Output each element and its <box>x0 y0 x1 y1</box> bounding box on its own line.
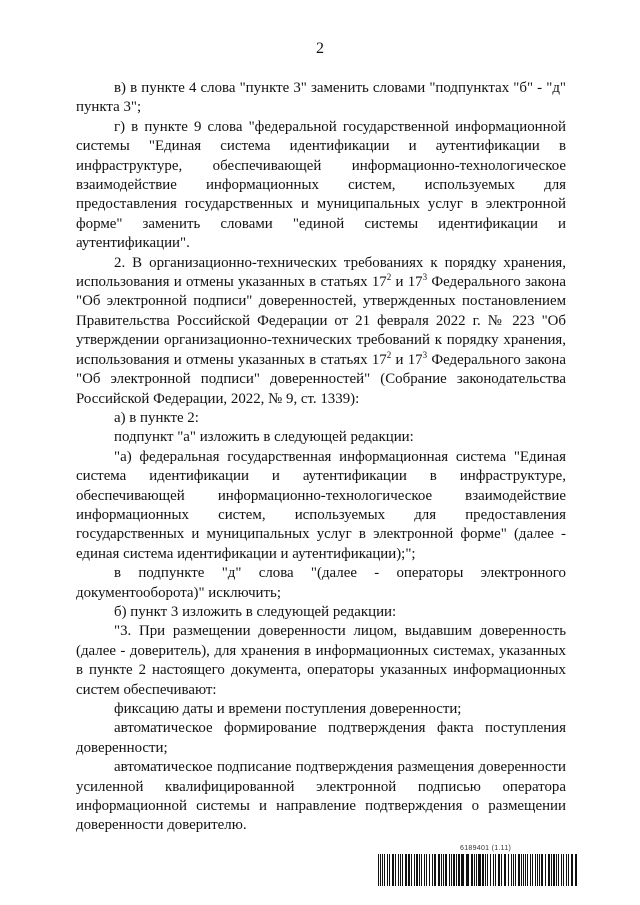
barcode-bar <box>511 854 512 886</box>
paragraph <box>76 448 566 564</box>
page-number: 2 <box>316 40 324 57</box>
barcode-bar <box>382 854 383 886</box>
barcode-bar <box>380 854 381 886</box>
barcode-bar <box>441 854 442 886</box>
barcode-bar <box>530 854 531 886</box>
barcode-bar <box>451 854 452 886</box>
barcode-bar <box>389 854 390 886</box>
document-code: 6189401 (1.11) <box>460 845 512 852</box>
barcode-bar <box>443 854 444 886</box>
paragraph <box>76 719 566 758</box>
barcode-bar <box>553 854 555 886</box>
paragraph-text: и 17 <box>391 351 423 368</box>
barcode-bar <box>493 854 494 886</box>
barcode-bar <box>398 854 399 886</box>
barcode-bar <box>504 854 506 886</box>
barcode-bar <box>421 854 422 886</box>
barcode-bar <box>541 854 543 886</box>
barcode-bar <box>400 854 401 886</box>
barcode-bar <box>466 854 469 886</box>
paragraph-text: г) в пункте 9 слова "федеральной государственной информационной системы "Единая система идентификации и аутентификации в инфраструктуре, обеспечивающей информационно-технологическое взаимодействие информационных систем, используемых для предоставления государственных и муниципальных услуг в электронной форме" заменить словами "единой системы идентификации и аутентификации". <box>76 118 566 252</box>
paragraph-text: "а) федеральная государственная информационная система "Единая система идентификации и аутентификации в инфраструктуре, обеспечивающей информационно-технологическое взаимодействие информационных систем, используемых для предоставления государственных и муниципальных услуг в электронной форме" (далее - единая система идентификации и аутентификации);"; <box>76 448 566 562</box>
superscript: 2 <box>386 272 392 283</box>
barcode-bar <box>474 854 475 886</box>
barcode-bar <box>419 854 420 886</box>
paragraph <box>76 409 566 428</box>
barcode-bar <box>384 854 385 886</box>
barcode-bar <box>445 854 447 886</box>
barcode-bar <box>561 854 562 886</box>
paragraph-text: Федерального закона "Об электронной подписи" доверенностей, утвержденных постановлением Правительства Российской Федерации от 21 февраля 2022 г. № 223 "Об утверждении организационно-технических требований к порядку хранения, использования и отмены указанных в статьях 17 <box>76 274 566 368</box>
paragraph <box>76 79 566 118</box>
barcode-bar <box>515 854 516 886</box>
superscript: 2 <box>386 349 392 360</box>
barcode-image <box>378 854 578 886</box>
paragraph-text: в подпункте "д" слова "(далее - операторы электронного документооборота)" исключить; <box>76 565 566 601</box>
document-body <box>76 79 566 836</box>
barcode-bar <box>453 854 455 886</box>
barcode-bar <box>392 854 394 886</box>
barcode-bar <box>513 854 514 886</box>
barcode-bar <box>482 854 484 886</box>
paragraph <box>76 428 566 447</box>
barcode-bar <box>527 854 528 886</box>
barcode-bar <box>490 854 491 886</box>
barcode-bar <box>434 854 436 886</box>
paragraph-text: автоматическое формирование подтверждения факта поступления доверенности; <box>76 720 566 756</box>
paragraph-text: фиксацию даты и времени поступления доверенности; <box>114 701 462 717</box>
paragraph-text: и 17 <box>391 274 423 291</box>
barcode-bar <box>449 854 450 886</box>
superscript: 3 <box>422 349 428 360</box>
barcode-bar <box>408 854 410 886</box>
barcode-bar <box>521 854 522 886</box>
superscript: 3 <box>422 272 428 283</box>
paragraph-text: "3. При размещении доверенности лицом, выдавшим доверенность (далее - доверитель), для хранения в информационных системах, указанных в пункте 2 настоящего документа, операторы указанных информационных систем обеспечивают: <box>76 623 566 698</box>
barcode-bar <box>387 854 388 886</box>
barcode-bar <box>575 854 577 886</box>
paragraph-text: б) пункт 3 изложить в следующей редакции: <box>114 603 397 620</box>
barcode-bar <box>563 854 564 886</box>
barcode-bar <box>405 854 407 886</box>
paragraph-text: а) в пункте 2: <box>114 409 199 426</box>
barcode-bar <box>426 854 427 886</box>
barcode-bar <box>551 854 552 886</box>
paragraph <box>76 118 566 254</box>
barcode-bar <box>487 854 488 886</box>
barcode-bar <box>537 854 538 886</box>
barcode-bar <box>535 854 536 886</box>
paragraph-text: в) в пункте 4 слова "пункте 3" заменить словами "подпунктах "б" - "д" пункта 3"; <box>76 80 566 116</box>
barcode-bar <box>438 854 440 886</box>
paragraph <box>76 254 566 409</box>
paragraph <box>76 603 566 622</box>
barcode-bar <box>461 854 464 886</box>
barcode-bar <box>432 854 433 886</box>
paragraph <box>76 564 566 603</box>
paragraph-text: подпункт "а" изложить в следующей редакции: <box>114 429 414 446</box>
barcode-bar <box>498 854 500 886</box>
barcode-bar <box>478 854 481 886</box>
barcode-bar <box>414 854 415 886</box>
paragraph-text: автоматическое подписание подтверждения размещения доверенности усиленной квалифицированной электронной подписью оператора информационной системы и направление подтверждения о размещении доверенности доверителю. <box>76 759 566 834</box>
barcode-bar <box>476 854 477 886</box>
barcode-bar <box>395 854 396 886</box>
barcode-bar <box>556 854 557 886</box>
barcode-bar <box>456 854 457 886</box>
barcode-bar <box>548 854 550 886</box>
paragraph <box>76 758 566 836</box>
barcode-bar <box>458 854 460 886</box>
barcode-bar <box>532 854 533 886</box>
barcode-bar <box>558 854 559 886</box>
paragraph-text: Федерального закона "Об электронной подписи" доверенностей" (Собрание законодательства Российской Федерации, 2022, № 9, ст. 1339): <box>76 351 566 407</box>
barcode-bar <box>485 854 486 886</box>
paragraph <box>76 700 566 719</box>
barcode-bar <box>566 854 567 886</box>
barcode-bar <box>525 854 526 886</box>
barcode-bar <box>429 854 430 886</box>
barcode-bar <box>523 854 524 886</box>
barcode-bar <box>416 854 418 886</box>
barcode-bar <box>539 854 540 886</box>
barcode-bar <box>411 854 412 886</box>
barcode-bar <box>568 854 569 886</box>
barcode-bar <box>571 854 573 886</box>
barcode-bar <box>508 854 509 886</box>
barcode-bar <box>378 854 379 886</box>
paragraph-text: 2. В организационно-технических требованиях к порядку хранения, использования и отмены указанных в статьях 17 <box>76 254 566 291</box>
barcode-bar <box>424 854 425 886</box>
paragraph <box>76 622 566 700</box>
barcode-bar <box>501 854 502 886</box>
barcode-bar <box>545 854 546 886</box>
barcode-bar <box>402 854 403 886</box>
barcode-bar <box>471 854 473 886</box>
barcode-bar <box>495 854 496 886</box>
barcode-bar <box>518 854 520 886</box>
